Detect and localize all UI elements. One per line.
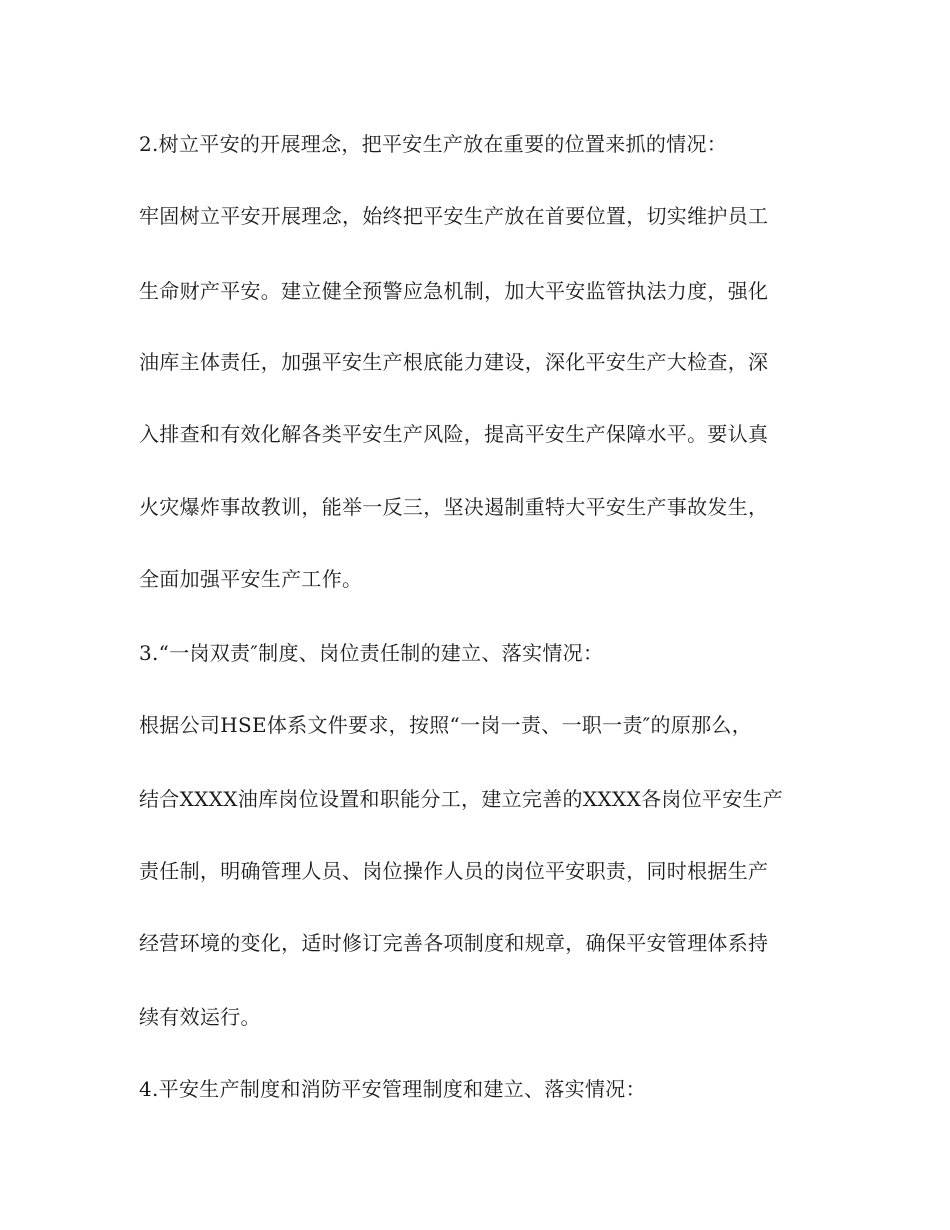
heading-item-4: 4.平安生产制度和消防平安管理制度和建立、落实情况： (139, 1077, 646, 1101)
paragraph-line: 根据公司HSE体系文件要求，按照“一岗一责、一职一责″的原那么， (139, 713, 753, 737)
heading-item-3: 3.“一岗双责″制度、岗位责任制的建立、落实情况： (139, 641, 604, 665)
paragraph-line: 入排查和有效化解各类平安生产风险，提高平安生产保障水平。要认真 (139, 422, 769, 446)
paragraph-line: 生命财产平安。建立健全预警应急机制，加大平安监管执法力度，强化 (139, 279, 769, 303)
paragraph-line: 责任制，明确管理人员、岗位操作人员的岗位平安职责，同时根据生产 (139, 859, 769, 883)
paragraph-line: 续有效运行。 (139, 1005, 261, 1029)
paragraph-line: 油库主体责任，加强平安生产根底能力建设，深化平安生产大检查，深 (139, 350, 769, 374)
heading-item-2: 2.树立平安的开展理念，把平安生产放在重要的位置来抓的情况： (139, 132, 728, 156)
paragraph-line: 结合XXXX油库岗位设置和职能分工，建立完善的XXXX各岗位平安生产 (139, 787, 784, 811)
paragraph-line: 火灾爆炸事故教训，能举一反三，坚决遏制重特大平安生产事故发生， (139, 495, 769, 519)
paragraph-line: 经营环境的变化，适时修订完善各项制度和规章，确保平安管理体系持 (139, 931, 769, 955)
paragraph-line: 全面加强平安生产工作。 (139, 567, 363, 591)
paragraph-line: 牢固树立平安开展理念，始终把平安生产放在首要位置，切实维护员工 (139, 204, 769, 228)
